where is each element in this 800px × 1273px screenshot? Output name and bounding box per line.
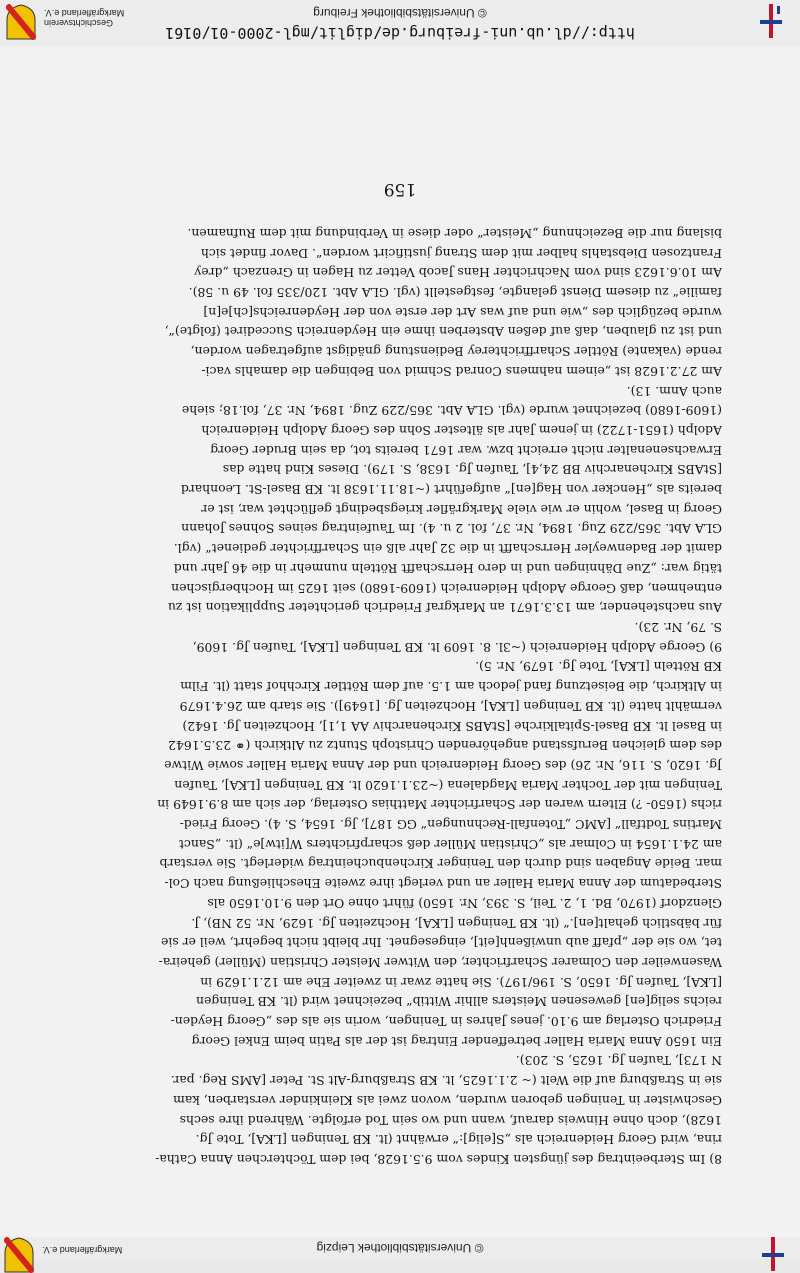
text-line: Martins Todtfall“ [AMC „Totenfall-Rechnungen“ GG 187], Jg. 1654, S. 4). Georg Fried-: [179, 817, 722, 833]
text-line: und ist zu glauben, daß auf deßen Absterben ihme ein Heydenreich Succediret (folgte)“,: [164, 324, 722, 340]
society-name-line2: Markgräflerland e.V.: [44, 8, 125, 18]
bottom-footer-strip: [0, 0, 800, 46]
society-crest-icon: [4, 1237, 34, 1273]
text-line: (1609-1680) bezeichnet wurde (vgl. GLA Abt. 365/229 Zug. 1894, Nr. 37, fol.18; siehe: [181, 403, 722, 419]
footnote-9: [86, 223, 722, 656]
text-line: Friedrich Osterlag am 9.10. jenes Jahres in Teningen, worin sie als des „Georg Heyden-: [170, 1014, 722, 1030]
text-line: am 24.1.1654 in Colmar als „Christian Müller deß scharpfrichters W[itw]e“ (lt. „Sanct: [179, 836, 722, 852]
text-line: vermählt hatte (lt. KB Teningen [LKA], Hochzeiten Jg. [1649]). Sie starb am 26.4.1679: [179, 698, 722, 714]
society-name-line1: Geschichtsverein: [44, 18, 114, 28]
text-line: auch Anm. 13).: [626, 383, 722, 399]
text-line: tätig war: „Zue Dähningen und in dero Herrschafft Rötteln nunmehr in die 46 Jahr und: [173, 560, 722, 576]
text-line: 1628), doch ohne Hinweis darauf, wann und wo sein Tod erfolgte. Während ihre sechs: [179, 1112, 722, 1128]
text-line: richs (1650- ?) Eltern waren der Scharfrichter Matthias Osterlag, der sich am 8.9.1649 in: [157, 797, 722, 813]
text-line: Geschwister in Teningen geboren wurden, wovon zwei als Kleinkinder verstarben, kam: [173, 1092, 722, 1108]
page-text: [86, 223, 722, 1169]
society-name: [44, 8, 124, 28]
page-number: 159: [383, 179, 417, 199]
university-library-logo-icon: [762, 1237, 784, 1271]
text-line: mar. Beide Angaben sind durch den Teninger Kirchenbucheintrag widerlegt. Sie verstarb: [159, 856, 722, 872]
text-line: KB Rötteln [LKA], Tote Jg. 1679, Nr. 5).: [475, 659, 722, 675]
text-line: 9) George Adolph Heidenreich (~3l. 8. 1609 lt. KB Teningen [LKA], Taufen Jg. 1609,: [192, 639, 722, 655]
text-line: Teningen mit der Tochter Maria Magdalena (~23.1.1620 lt. KB Teningen [LKA], Taufen: [174, 777, 722, 793]
text-line: in Altkirch, die Beisetzung fand jedoch am 1.5. auf dem Röttler Kirchhof statt (lt. Film: [180, 679, 722, 695]
text-line: reichs selig[en] gewesenen Meisters allhir Wittib“ bezeichnet wird (lt. KB Teningen: [196, 994, 722, 1010]
society-crest-icon: [6, 4, 36, 40]
text-line: Am 10.6.1623 sind vom Nachrichter Hans Jacob Vetter zu Hagen in Grenzach „drey: [194, 265, 722, 281]
text-line: sie in Straßburg auf die Welt (~ 2.1.1625, lt. KB Straßburg-Alt St. Peter [AMS Reg. par.: [170, 1073, 722, 1089]
footnote-8: [86, 657, 722, 1169]
text-line: GLA Abt. 365/229 Zug. 1894, Nr. 37, fol. 2 u. 4). Im Taufeintrag seines Sohnes Johann: [181, 521, 722, 537]
text-line: rende (vakante) Röttler Scharffrichterey Bedienstung gnädigst aufgetragen worden,: [190, 344, 722, 360]
text-line: familie“ zu diesem Dienst gelangte, festgestellt (vgl. GLA Abt. 120/335 fol. 49 u. 58).: [188, 285, 722, 301]
text-line: Sterbedatum der Anna Maria Haller an und verlegt ihre zweite Eheschließung nach Col-: [164, 876, 722, 892]
text-line: Wasenweiler den Colmarer Scharfrichter, den Witwer Meister Christian (Müller) geheira-: [158, 954, 722, 970]
text-line: N 173], Taufen Jg. 1625, S. 203).: [515, 1053, 722, 1069]
text-line: Am 27.2.1628 ist „einem nahmens Conrad Schmid von Bebingen die damahls vaci-: [201, 363, 722, 379]
text-line: in Basel lt. KB Basel-Spitalkirche [StABS Kirchenarchiv AA 1,1], Hochzeiten Jg. 1642): [182, 718, 722, 734]
library-copyright: © Universitätsbibliothek Freiburg: [313, 6, 487, 20]
source-url[interactable]: http://dl.ub.uni-freiburg.de/diglit/mgl-2000-01/0161: [165, 24, 635, 42]
text-line: 8) Im Sterbeeintrag des jüngsten Kindes vom 9.5.1628, bei dem Töchterchen Anna Catha-: [155, 1152, 722, 1167]
text-line: Aus nachstehender, am 13.3.1671 an Markgraf Friedrich gerichteter Supplikation ist zu: [167, 600, 722, 616]
top-footer-strip: [0, 1237, 800, 1259]
text-line: wurde bezüglich des „wie und auf was Art der erste von der Heydenreichs[ch]e[n]: [203, 304, 722, 320]
library-copyright-top: © Universitätsbibliothek Leipzig: [316, 1241, 484, 1255]
text-line: bereits als „Hencker von Hag[en]“ aufgeführt (~18.11.1638 lt. KB Basel-St. Leonhard: [180, 482, 722, 498]
text-line: Erwachsenenalter nicht erreicht bzw. war 1671 bereits tot, da sein Bruder Georg: [210, 442, 722, 458]
text-line: damit der Badenweyler Herrschafft in die 32 Jahr alß ein Scharffrichter gedienet“ (vgl.: [173, 541, 722, 557]
text-line: entnehmen, daß George Adolph Heidenreich (1609-1680) seit 1625 im Hochbergischen: [171, 580, 722, 596]
text-line: des dem gleichen Berufsstand angehörenden Christoph Stuntz zu Altkirch (⚭ 23.5.1642: [168, 738, 722, 754]
text-line: Jg. 1620, S. 116, Nr. 26) des Georg Heidenreich und der Anna Maria Haller sowie Witwe: [164, 757, 722, 773]
text-line: Georg in Basel, wohin er wie viele Markgräfler kriegsbedingt geflüchtet war, ist er: [201, 501, 722, 517]
text-line: Glenzdorf (1970, Bd. 1, 2. Teil, S. 393, Nr. 1650) führt ohne Ort den 9.10.1650 als: [207, 895, 722, 911]
text-line: bislang nur die Bezeichnung „Meister“ oder diese in Verbindung mit dem Rufnamen.: [187, 225, 722, 241]
university-library-logo-icon: [760, 4, 782, 38]
text-line: Adolph (1651-1722) in jenem Jahr als ältester Sohn des Georg Adolph Heidenreich: [201, 422, 722, 438]
text-line: Frantzosen Diebstahls halber mit dem Strang justificirt worden“. Davor findet sich: [200, 245, 722, 261]
society-name-top: Markgräflerland e.V.: [42, 1245, 123, 1255]
text-line: für bäbstlich gehalt[en].“ (lt. KB Teningen [LKA], Hochzeiten Jg. 1629, Nr. 52 NB), J.: [191, 915, 722, 931]
text-line: tet, wo sie der „pfaff aub unwißenh[eit], eingesegnet. Ihr bleibt nicht begehrt, weil er sie: [161, 935, 722, 951]
text-line: [LKA], Taufen Jg. 1650, S. 196/197). Sie hatte zwar in zweiter Ehe am 12.1.1629 in: [200, 974, 722, 990]
text-line: [StABS Kirchenarchiv BB 24,4], Taufen Jg. 1638, S. 179). Dieses Kind hatte das: [222, 462, 722, 478]
text-line: Ein 1650 Anna Maria Haller betreffender Eintrag ist der als Patin beim Enkel Georg: [191, 1033, 722, 1049]
text-line: S. 79, Nr. 23).: [634, 620, 722, 636]
text-line: rina, wird Georg Heidenreich als „S[elig]:“ erwähnt (lt. KB Teningen [LKA], Tote Jg.: [195, 1132, 722, 1148]
